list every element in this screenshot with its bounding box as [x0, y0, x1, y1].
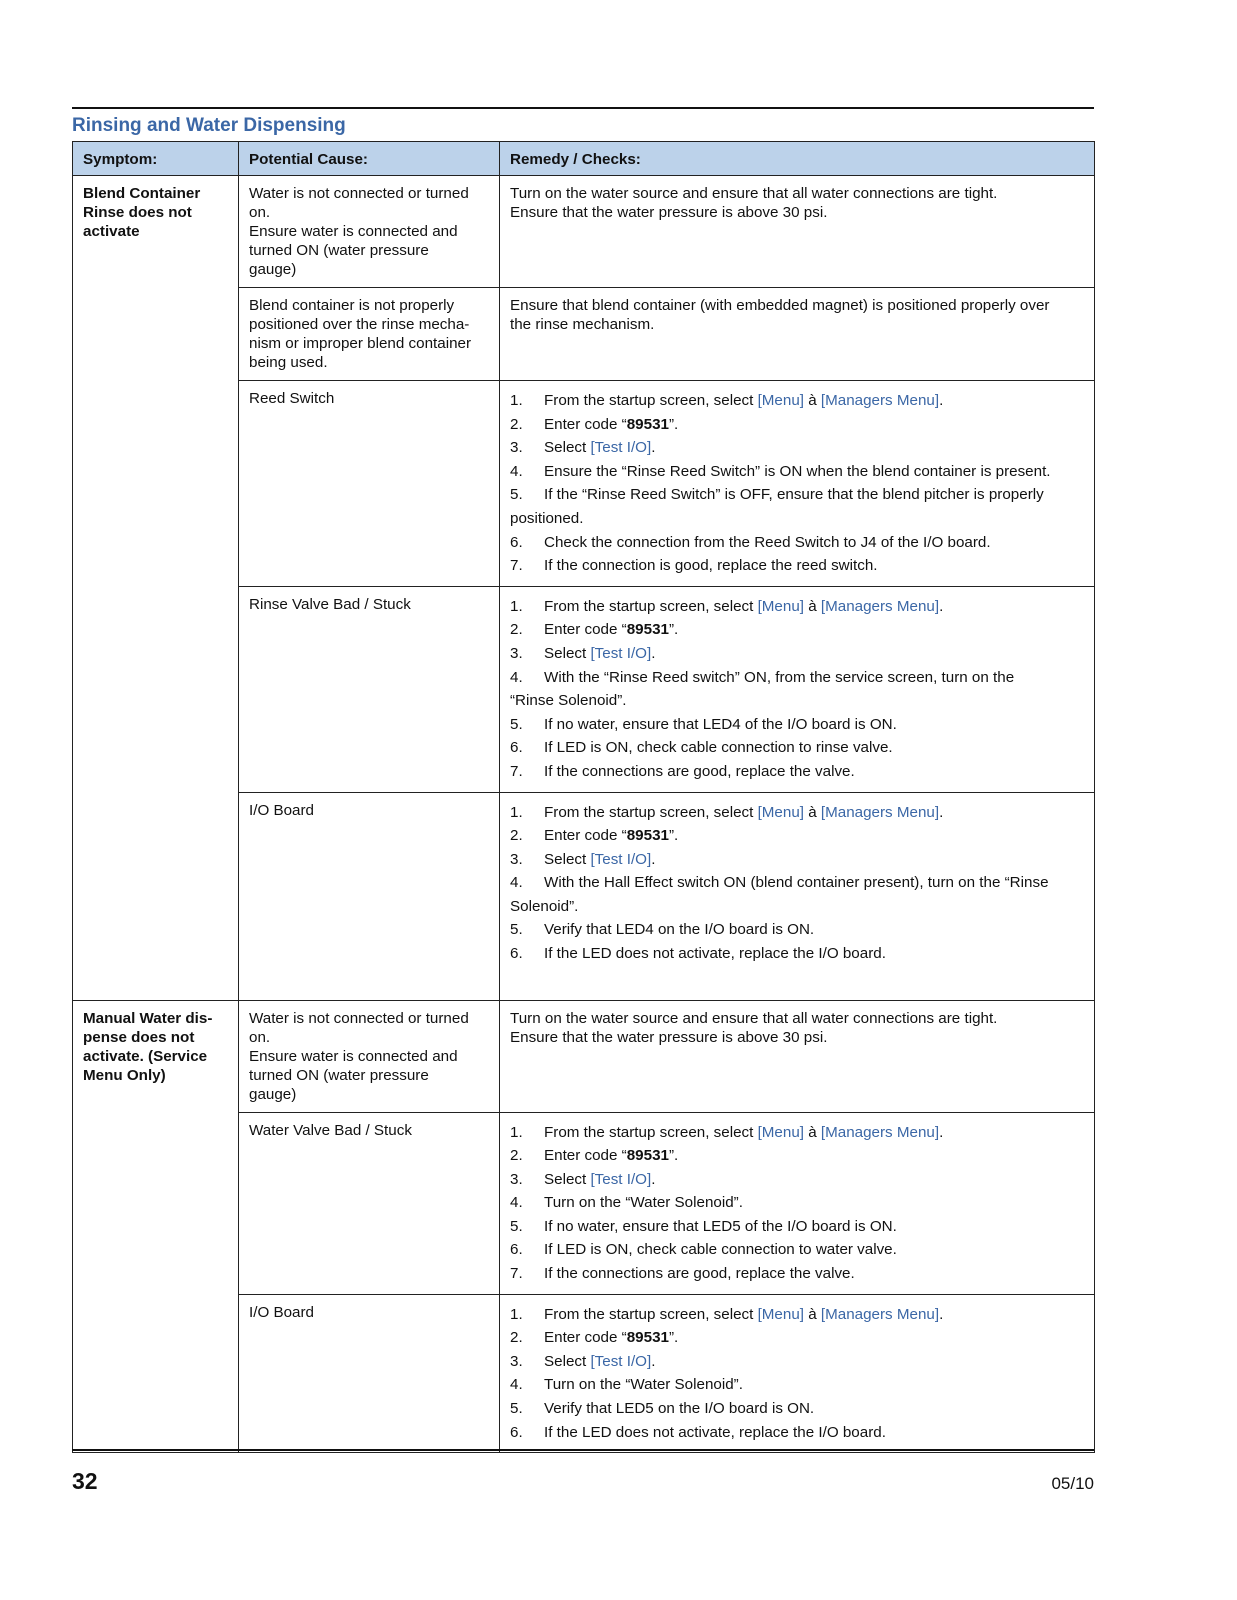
step-item: [510, 642, 1084, 666]
step-number: 4.: [510, 874, 523, 892]
step-number: 3.: [510, 1170, 523, 1188]
step-text: With the Hall Effect switch ON (blend container present), turn on the “Rinse: [544, 874, 1049, 892]
step-code: 89531: [626, 1329, 669, 1347]
table-body: [73, 176, 1095, 1453]
step-number: 1.: [510, 1305, 523, 1323]
step-item: [510, 1373, 1084, 1397]
symptom-line: Manual Water dis-: [83, 1009, 213, 1027]
step-text: If the connection is good, replace the reed switch.: [544, 557, 878, 575]
cause-line: Water is not connected or turned: [249, 185, 469, 202]
cause-cell: [239, 176, 500, 288]
cause-line: Reed Switch: [249, 390, 335, 407]
step-arrow: à: [804, 1305, 821, 1323]
remedy-line: Turn on the water source and ensure that all water connections are tight.: [510, 185, 998, 202]
step-item: [510, 389, 1084, 413]
remedy-line: Turn on the water source and ensure that all water connections are tight.: [510, 1009, 998, 1027]
step-item: [510, 1262, 1084, 1286]
step-text: If the LED does not activate, replace the I/O board.: [544, 945, 886, 963]
section-title: Rinsing and Water Dispensing: [72, 115, 346, 136]
cause-line: turned ON (water pressure: [249, 242, 429, 259]
step-text: If the “Rinse Reed Switch” is OFF, ensure that the blend pitcher is properly: [544, 486, 1044, 504]
cause-line: on.: [249, 204, 271, 221]
step-number: 6.: [510, 533, 523, 551]
step-text: Select: [544, 644, 591, 662]
step-text: Select: [544, 1170, 591, 1188]
step-end: .: [651, 1352, 656, 1370]
step-item: [510, 824, 1084, 848]
menu-link: [Test I/O]: [590, 850, 652, 868]
step-item: [510, 1215, 1084, 1239]
symptom-line: Menu Only): [83, 1066, 166, 1084]
step-number: 6.: [510, 1241, 523, 1259]
remedy-cell: [500, 288, 1095, 381]
step-number: 4.: [510, 668, 523, 686]
step-code: 89531: [626, 827, 669, 845]
page-date: 05/10: [1051, 1474, 1094, 1493]
step-number: 6.: [510, 945, 523, 963]
step-text: Enter code “: [544, 1329, 627, 1347]
remedy-steps: [510, 1121, 1084, 1286]
symptom-line: Rinse does not: [83, 204, 192, 221]
cause-line: I/O Board: [249, 801, 314, 819]
top-rule: [72, 107, 1094, 109]
header-symptom: Symptom:: [73, 142, 239, 176]
step-number: 6.: [510, 1423, 523, 1441]
menu-link: [Managers Menu]: [820, 597, 940, 615]
menu-link: [Menu]: [757, 1305, 804, 1323]
step-item: [510, 531, 1084, 555]
cause-line: Ensure water is connected and: [249, 1047, 458, 1065]
step-code: 89531: [626, 1147, 669, 1165]
step-number: 2.: [510, 1147, 523, 1165]
step-item: [510, 618, 1084, 642]
menu-link: [Test I/O]: [590, 439, 652, 457]
remedy-cell: [500, 1000, 1095, 1112]
step-text: Select: [544, 1352, 591, 1370]
step-text: Turn on the “Water Solenoid”.: [544, 1376, 743, 1394]
remedy-cell: [500, 176, 1095, 288]
menu-link: [Menu]: [757, 1123, 804, 1141]
step-number: 3.: [510, 1352, 523, 1370]
cause-line: positioned over the rinse mecha-: [249, 316, 470, 333]
remedy-cell: [500, 381, 1095, 587]
step-number: 5.: [510, 1217, 523, 1235]
menu-link: [Managers Menu]: [820, 392, 940, 409]
step-end: .: [939, 803, 944, 821]
step-text: With the “Rinse Reed switch” ON, from the service screen, turn on the: [544, 668, 1015, 686]
step-item: [510, 1326, 1084, 1350]
remedy-line: Ensure that the water pressure is above 30 psi.: [510, 1028, 828, 1046]
step-code: 89531: [626, 621, 669, 639]
remedy-steps: [510, 1303, 1084, 1445]
remedy-steps: [510, 595, 1084, 784]
menu-link: [Test I/O]: [590, 1352, 652, 1370]
step-text: From the startup screen, select: [544, 597, 758, 615]
symptom-line: activate: [83, 223, 140, 240]
step-text: Select: [544, 850, 591, 868]
step-text: Verify that LED5 on the I/O board is ON.: [544, 1400, 815, 1418]
step-number: 5.: [510, 486, 523, 504]
step-number: 6.: [510, 739, 523, 757]
step-text: If LED is ON, check cable connection to rinse valve.: [544, 739, 893, 757]
cause-cell: [239, 792, 500, 1000]
step-end: .: [939, 1123, 944, 1141]
cause-line: Ensure water is connected and: [249, 223, 458, 240]
menu-link: [Menu]: [757, 597, 804, 615]
step-number: 3.: [510, 644, 523, 662]
cause-line: Water is not connected or turned: [249, 1009, 469, 1027]
step-end: ”.: [668, 1329, 679, 1347]
step-text: From the startup screen, select: [544, 392, 758, 409]
step-item: [510, 413, 1084, 437]
step-text: If the connections are good, replace the valve.: [544, 1265, 855, 1283]
step-number: 1.: [510, 392, 523, 409]
step-text: If LED is ON, check cable connection to water valve.: [544, 1241, 897, 1259]
step-item: [510, 1121, 1084, 1145]
cause-line: Rinse Valve Bad / Stuck: [249, 595, 411, 613]
menu-link: [Test I/O]: [590, 644, 652, 662]
step-item: [510, 1350, 1084, 1374]
step-text: If the LED does not activate, replace the I/O board.: [544, 1423, 886, 1441]
step-number: 3.: [510, 439, 523, 457]
step-end: .: [651, 1170, 656, 1188]
step-item: [510, 918, 1084, 942]
menu-link: [Menu]: [757, 803, 804, 821]
step-arrow: à: [804, 392, 821, 409]
step-item: [510, 1238, 1084, 1262]
step-item: [510, 713, 1084, 737]
step-number: 5.: [510, 921, 523, 939]
step-number: 4.: [510, 1194, 523, 1212]
remedy-cell: [500, 1112, 1095, 1294]
cause-line: Blend container is not properly: [249, 297, 455, 314]
cause-cell: [239, 381, 500, 587]
step-item: [510, 942, 1084, 966]
step-item: [510, 460, 1084, 484]
step-number: 2.: [510, 415, 523, 433]
step-text: Enter code “: [544, 827, 627, 845]
troubleshooting-table: [72, 141, 1095, 1453]
step-end: .: [651, 850, 656, 868]
step-code: 89531: [626, 415, 669, 433]
step-number: 5.: [510, 1400, 523, 1418]
menu-link: [Managers Menu]: [820, 803, 940, 821]
step-item: [510, 1144, 1084, 1168]
step-continuation: Solenoid”.: [510, 897, 579, 915]
step-continuation: “Rinse Solenoid”.: [510, 692, 627, 710]
step-number: 1.: [510, 597, 523, 615]
remedy-steps: [510, 801, 1084, 966]
step-text: Select: [544, 439, 591, 457]
step-arrow: à: [804, 1123, 821, 1141]
header-remedy: Remedy / Checks:: [500, 142, 1095, 176]
step-end: ”.: [668, 415, 679, 433]
header-cause: Potential Cause:: [239, 142, 500, 176]
step-text: Ensure the “Rinse Reed Switch” is ON when the blend container is present.: [544, 462, 1051, 480]
step-item: [510, 760, 1084, 784]
cause-line: being used.: [249, 354, 328, 371]
step-end: ”.: [668, 827, 679, 845]
remedy-line: the rinse mechanism.: [510, 316, 655, 333]
step-text: Turn on the “Water Solenoid”.: [544, 1194, 743, 1212]
menu-link: [Managers Menu]: [820, 1305, 940, 1323]
table-row: [73, 176, 1095, 288]
step-number: 1.: [510, 803, 523, 821]
step-text: Verify that LED4 on the I/O board is ON.: [544, 921, 815, 939]
table-row: [73, 1000, 1095, 1112]
remedy-cell: [500, 1294, 1095, 1453]
step-text: Enter code “: [544, 1147, 627, 1165]
menu-link: [Test I/O]: [590, 1170, 652, 1188]
step-item: [510, 871, 1084, 918]
step-text: Enter code “: [544, 621, 627, 639]
cause-cell: [239, 288, 500, 381]
cause-line: I/O Board: [249, 1303, 314, 1321]
step-item: [510, 1421, 1084, 1445]
step-end: ”.: [668, 1147, 679, 1165]
step-end: .: [651, 644, 656, 662]
step-arrow: à: [804, 597, 821, 615]
step-end: .: [939, 1305, 944, 1323]
symptom-line: Blend Container: [83, 185, 201, 202]
remedy-steps: [510, 389, 1084, 578]
step-number: 2.: [510, 827, 523, 845]
step-number: 2.: [510, 621, 523, 639]
cause-cell: [239, 586, 500, 792]
cause-line: gauge): [249, 1085, 297, 1103]
step-text: From the startup screen, select: [544, 803, 758, 821]
cause-cell: [239, 1000, 500, 1112]
step-item: [510, 595, 1084, 619]
step-item: [510, 1303, 1084, 1327]
cause-cell: [239, 1294, 500, 1453]
step-item: [510, 801, 1084, 825]
step-item: [510, 1168, 1084, 1192]
step-item: [510, 1397, 1084, 1421]
step-end: .: [939, 597, 944, 615]
step-arrow: à: [804, 803, 821, 821]
cause-line: Water Valve Bad / Stuck: [249, 1121, 412, 1139]
step-continuation: positioned.: [510, 509, 584, 527]
menu-link: [Managers Menu]: [820, 1123, 940, 1141]
step-item: [510, 666, 1084, 713]
step-item: [510, 483, 1084, 530]
remedy-cell: [500, 792, 1095, 1000]
symptom-line: pense does not: [83, 1028, 195, 1046]
symptom-cell: [73, 176, 239, 1001]
step-number: 5.: [510, 715, 523, 733]
step-number: 7.: [510, 1265, 523, 1283]
step-text: From the startup screen, select: [544, 1305, 758, 1323]
cause-cell: [239, 1112, 500, 1294]
step-text: If the connections are good, replace the valve.: [544, 762, 855, 780]
step-item: [510, 736, 1084, 760]
step-number: 4.: [510, 462, 523, 480]
step-number: 2.: [510, 1329, 523, 1347]
step-end: .: [651, 439, 656, 457]
step-item: [510, 436, 1084, 460]
step-item: [510, 554, 1084, 578]
step-text: Check the connection from the Reed Switch to J4 of the I/O board.: [544, 533, 991, 551]
table-header-row: [73, 142, 1095, 176]
cause-line: gauge): [249, 261, 297, 278]
page-number: 32: [72, 1468, 98, 1494]
remedy-line: Ensure that blend container (with embedded magnet) is positioned properly over: [510, 297, 1050, 314]
step-number: 7.: [510, 762, 523, 780]
cause-line: nism or improper blend container: [249, 335, 472, 352]
step-text: If no water, ensure that LED4 of the I/O board is ON.: [544, 715, 897, 733]
menu-link: [Menu]: [757, 392, 804, 409]
bottom-rule: [72, 1449, 1094, 1451]
step-end: .: [939, 392, 944, 409]
remedy-line: Ensure that the water pressure is above 30 psi.: [510, 204, 828, 221]
step-number: 1.: [510, 1123, 523, 1141]
step-number: 7.: [510, 557, 523, 575]
step-text: If no water, ensure that LED5 of the I/O board is ON.: [544, 1217, 897, 1235]
step-number: 3.: [510, 850, 523, 868]
symptom-line: activate. (Service: [83, 1047, 208, 1065]
symptom-cell: [73, 1000, 239, 1453]
step-end: ”.: [668, 621, 679, 639]
cause-line: on.: [249, 1028, 271, 1046]
step-item: [510, 1191, 1084, 1215]
step-item: [510, 848, 1084, 872]
cause-line: turned ON (water pressure: [249, 1066, 429, 1084]
remedy-cell: [500, 586, 1095, 792]
step-text: From the startup screen, select: [544, 1123, 758, 1141]
step-text: Enter code “: [544, 415, 627, 433]
step-number: 4.: [510, 1376, 523, 1394]
